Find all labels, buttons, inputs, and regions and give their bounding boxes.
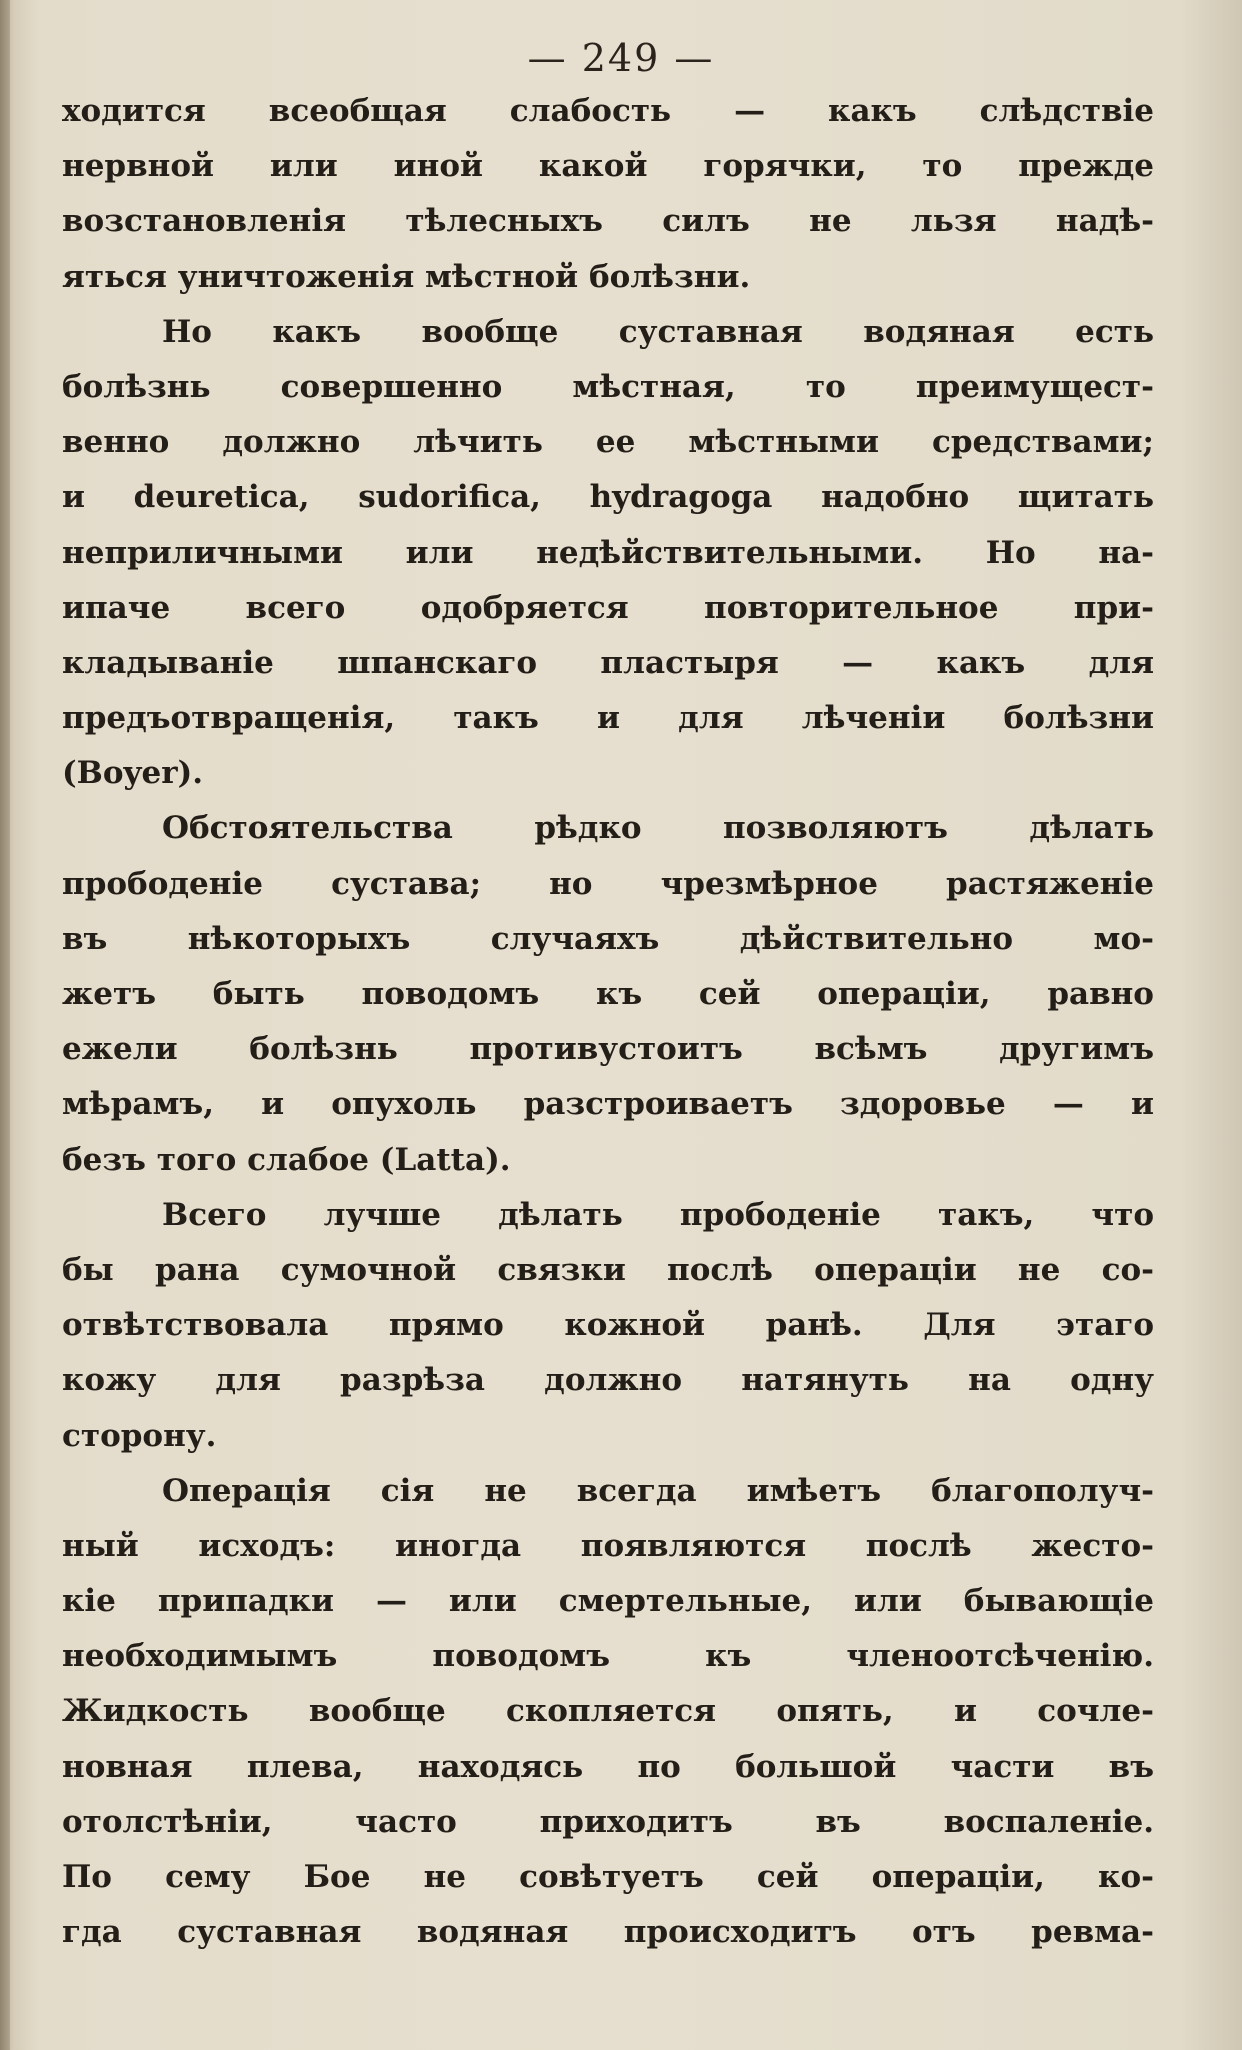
text-line: безъ того слабое (Latta). [62, 1141, 511, 1178]
text-line: гда суставная водяная происходитъ отъ ревма- [62, 1914, 1154, 1951]
text-line: ежели болѣзнь противустоитъ всѣмъ другимъ [62, 1031, 1154, 1068]
text-line: возстановленія тѣлесныхъ силъ не льзя надѣ- [62, 203, 1154, 240]
text-line: кіе припадки — или смертельные, или бывающіе [62, 1583, 1154, 1620]
text-line: кладываніе шпанскаго пластыря — какъ для [62, 644, 1154, 681]
text-line: жетъ быть поводомъ къ сей операціи, равно [62, 976, 1154, 1012]
text-line: въ нѣкоторыхъ случаяхъ дѣйствительно мо- [62, 920, 1154, 957]
text-line: ный исходъ: иногда появляются послѣ жесто- [62, 1527, 1154, 1564]
text-line: предъотвращенія, такъ и для лѣченіи болѣзни [62, 700, 1154, 737]
text-line: необходимымъ поводомъ къ членоотсѣченію. [62, 1638, 1154, 1675]
text-line: Но какъ вообще суставная водяная есть [162, 313, 1154, 350]
text-line: мѣрамъ, и опухоль разстроиваетъ здоровье — и [62, 1086, 1154, 1123]
text-line: Всего лучше дѣлать прободеніе такъ, что [162, 1196, 1154, 1233]
text-line: ипаче всего одобряется повторительное при- [62, 589, 1154, 626]
text-line: яться уничтоженія мѣстной болѣзни. [62, 258, 751, 295]
text-line: сторону. [62, 1417, 217, 1454]
page-gutter-shadow [0, 0, 10, 2050]
text-line: Жидкость вообще скопляется опять, и сочле- [62, 1693, 1154, 1730]
text-line: венно должно лѣчить ее мѣстными средствами; [62, 424, 1154, 461]
text-line: бы рана сумочной связки послѣ операціи не со- [62, 1251, 1154, 1288]
text-line: неприличными или недѣйствительными. Но на- [62, 534, 1154, 571]
page-number: — 249 — [527, 36, 715, 80]
text-line: отолстѣніи, часто приходитъ въ воспаленіе. [62, 1803, 1154, 1840]
text-line: отвѣтствовала прямо кожной ранѣ. Для этаго [62, 1307, 1154, 1344]
text-line: ходится всеобщая слабость — какъ слѣдствіе [62, 93, 1154, 129]
text-line: (Boyer). [62, 755, 204, 792]
text-line: кожу для разрѣза должно натянуть на одну [62, 1362, 1154, 1399]
text-line: прободеніе сустава; но чрезмѣрное растяженіе [62, 865, 1154, 902]
text-line: и deuretica, sudorifica, hydragoga надобно щитать [62, 479, 1154, 516]
text-line: Операція сія не всегда имѣетъ благополуч- [162, 1472, 1154, 1509]
text-line: болѣзнь совершенно мѣстная, то преимущест- [62, 368, 1154, 405]
text-line: нервной или иной какой горячки, то прежде [62, 148, 1154, 185]
text-line: новная плева, находясь по большой части въ [62, 1748, 1154, 1785]
text-line: По сему Бое не совѣтуетъ сей операціи, ко- [62, 1859, 1154, 1895]
text-line: Обстоятельства рѣдко позволяютъ дѣлать [162, 810, 1154, 847]
body-text [62, 84, 1154, 1960]
